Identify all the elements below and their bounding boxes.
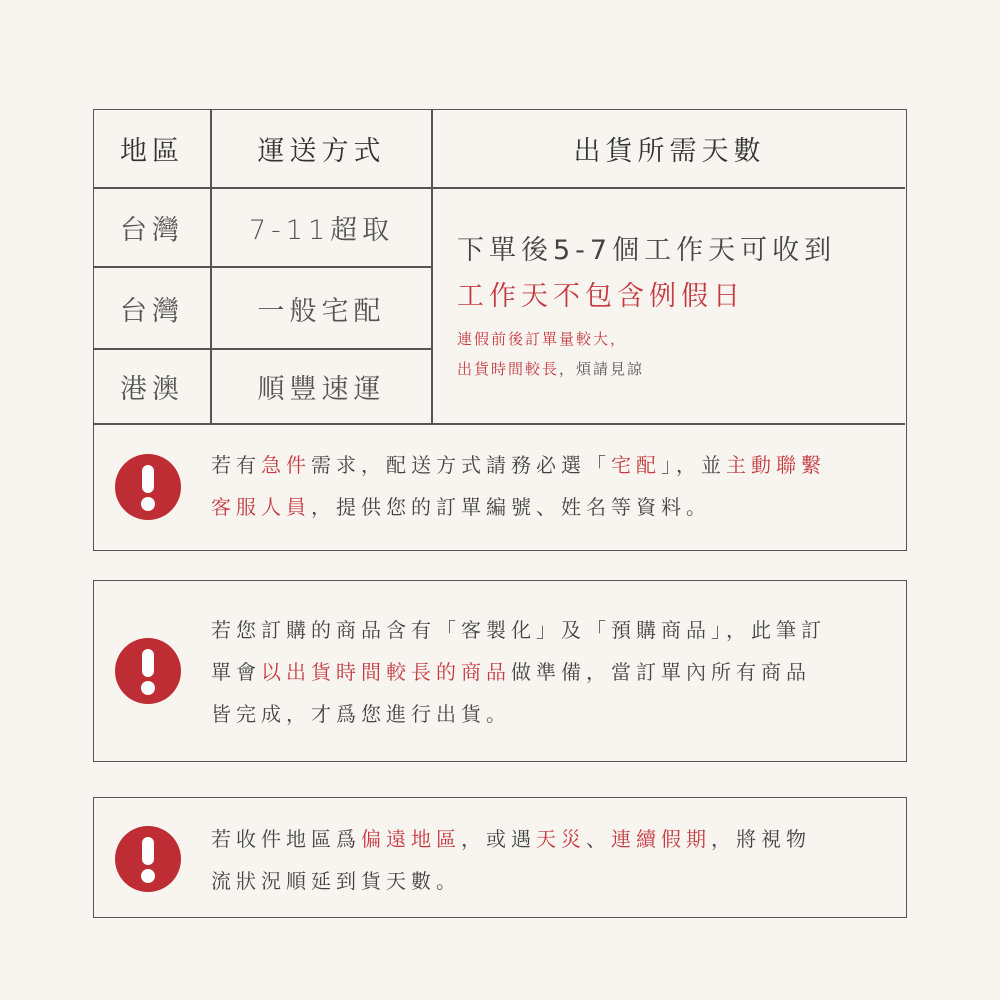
header-shipping-method: 運送方式: [257, 136, 386, 167]
text: 」，並: [661, 453, 726, 477]
row-1-region: 台灣: [120, 215, 184, 246]
highlight: 急件: [261, 453, 311, 477]
text: 、: [586, 827, 611, 851]
urgent-order-notice: [211, 444, 826, 528]
highlight: 主動聯繫: [726, 453, 826, 477]
notice-line: [211, 818, 811, 860]
shipping-days-cell: [434, 189, 906, 423]
holiday-warning: 連假前後訂單量較大，: [457, 330, 628, 348]
highlight: 天災: [536, 827, 586, 851]
delay-highlight: 出貨時間較長: [457, 360, 560, 378]
row-1-method: 7-11超取: [248, 215, 395, 246]
row-divider: [94, 423, 905, 425]
highlight: 連續假期: [611, 827, 711, 851]
remote-area-text: [211, 818, 811, 902]
notice-line: 流狀況順延到貨天數。: [211, 869, 461, 893]
exclamation-icon: [115, 638, 181, 704]
header-region: 地區: [120, 136, 184, 167]
notice-line: [211, 444, 826, 486]
remote-area-notice: [93, 797, 907, 918]
text: 若收件地區爲: [211, 827, 361, 851]
exclamation-icon: [115, 454, 181, 520]
highlight: 偏遠地區: [361, 827, 461, 851]
text: ，將視物: [711, 827, 811, 851]
notice-line: [211, 651, 826, 693]
holiday-note: 工作天不包含例假日: [457, 281, 745, 312]
apology-text: ，煩請見諒: [559, 360, 645, 378]
notice-line: 皆完成，才爲您進行出貨。: [211, 702, 511, 726]
shipping-table: [93, 109, 907, 551]
highlight: 以出貨時間較長的商品: [261, 660, 511, 684]
delay-apology: [457, 354, 906, 384]
shipping-days-text: 下單後5-7個工作天可收到: [457, 235, 837, 266]
custom-preorder-text: [211, 609, 826, 735]
text: 做準備，當訂單內所有商品: [511, 660, 811, 684]
custom-preorder-notice: [93, 580, 907, 762]
row-2-method: 一般宅配: [257, 295, 386, 327]
notice-line: 若您訂購的商品含有「客製化」及「預購商品」，此筆訂: [211, 618, 826, 642]
exclamation-icon: [115, 826, 181, 892]
text: 若有: [211, 453, 261, 477]
row-3-region: 港澳: [120, 374, 184, 405]
text: 單會: [211, 660, 261, 684]
highlight: 宅配: [611, 453, 661, 477]
text: 需求，配送方式請務必選「: [311, 453, 611, 477]
row-3-method: 順豐速運: [257, 374, 386, 405]
highlight: 客服人員: [211, 495, 311, 519]
header-shipping-days: 出貨所需天數: [573, 136, 766, 167]
row-2-region: 台灣: [120, 295, 184, 327]
text: ，提供您的訂單編號、姓名等資料。: [311, 495, 711, 519]
notice-line: [211, 486, 826, 528]
text: ，或遇: [461, 827, 536, 851]
